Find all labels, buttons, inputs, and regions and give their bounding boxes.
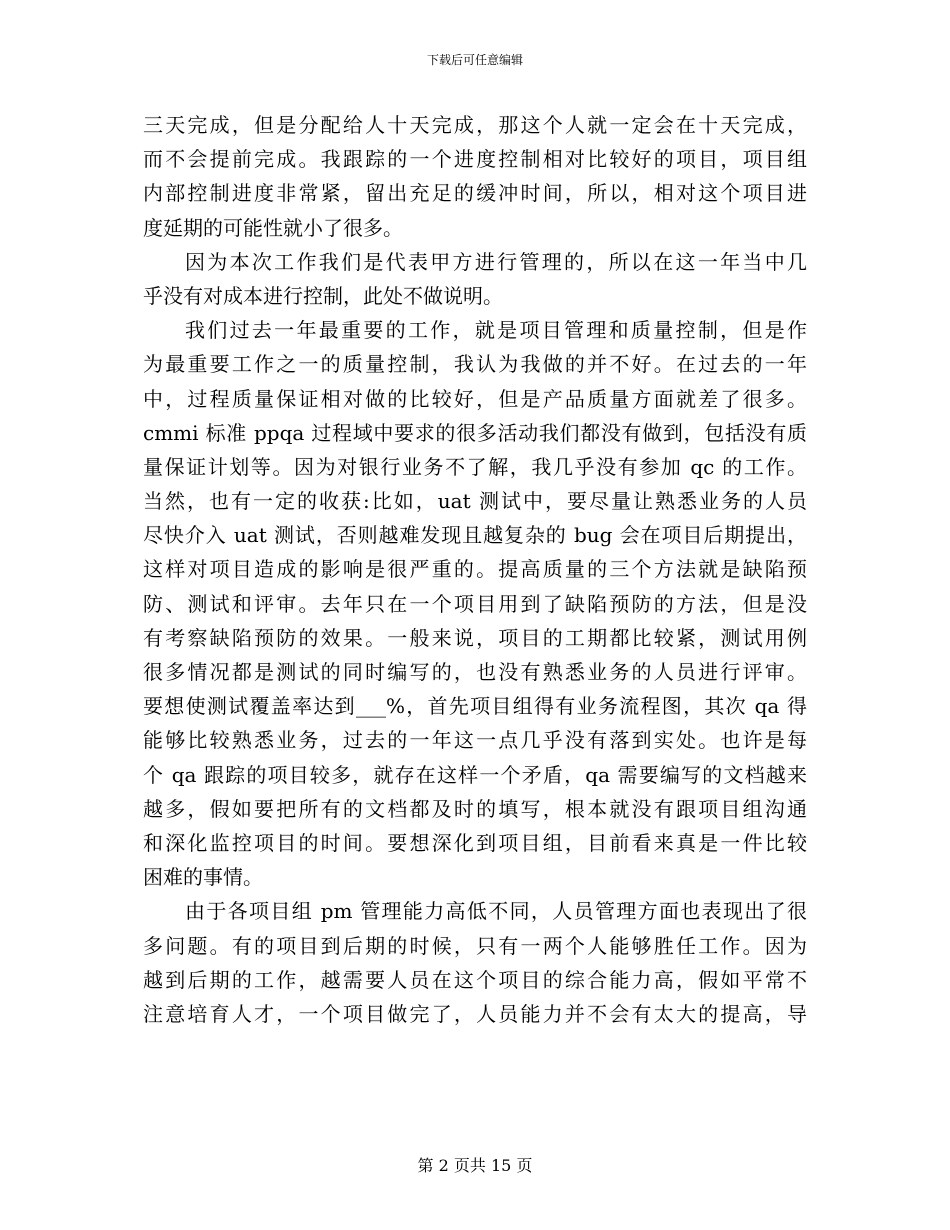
text-line: 因为本次工作我们是代表甲方进行管理的，所以在这一年当中几	[185, 249, 807, 274]
text-line: 我们过去一年最重要的工作，就是项目管理和质量控制，但是作	[185, 318, 807, 343]
page-header: 下载后可任意编辑	[426, 53, 523, 67]
text-line: 为最重要工作之一的质量控制，我认为我做的并不好。在过去的一年	[143, 352, 807, 377]
text-line: 能够比较熟悉业务，过去的一年这一点几乎没有落到实处。也许是每	[143, 728, 807, 753]
paragraph-3	[143, 313, 807, 894]
paragraph-1	[143, 108, 807, 245]
text-line: 乎没有对成本进行控制，此处不做说明。	[143, 283, 503, 308]
text-line: 这样对项目造成的影响是很严重的。提高质量的三个方法就是缺陷预	[143, 557, 807, 582]
text-line: 量保证计划等。因为对银行业务不了解，我几乎没有参加 qc 的工作。	[143, 454, 807, 479]
text-line: 越多，假如要把所有的文档都及时的填写，根本就没有跟项目组沟通	[143, 796, 807, 821]
paragraph-2	[143, 245, 807, 313]
text-line: 困难的事情。	[143, 865, 263, 890]
text-line: 越到后期的工作，越需要人员在这个项目的综合能力高，假如平常不	[143, 967, 807, 992]
document-body	[143, 108, 807, 1031]
text-line: 由于各项目组 pm 管理能力高低不同，人员管理方面也表现出了很	[185, 899, 807, 924]
text-line: 中，过程质量保证相对做的比较好，但是产品质量方面就差了很多。	[143, 386, 807, 411]
text-line: 度延期的可能性就小了很多。	[143, 215, 403, 240]
text-line: 防、测试和评审。去年只在一个项目用到了缺陷预防的方法，但是没	[143, 591, 807, 616]
page-number-footer: 第 2 页共 15 页	[417, 1156, 533, 1175]
text-line: 多问题。有的项目到后期的时候，只有一两个人能够胜任工作。因为	[143, 933, 807, 958]
text-line: 要想使测试覆盖率达到___%，首先项目组得有业务流程图，其次 qa 得	[143, 694, 807, 719]
text-line: 内部控制进度非常紧，留出充足的缓冲时间，所以，相对这个项目进	[143, 181, 807, 206]
text-line: 很多情况都是测试的同时编写的，也没有熟悉业务的人员进行评审。	[143, 660, 807, 684]
text-line: 而不会提前完成。我跟踪的一个进度控制相对比较好的项目，项目组	[143, 147, 807, 172]
paragraph-4	[143, 894, 807, 1031]
text-line: 有考察缺陷预防的效果。一般来说，项目的工期都比较紧，测试用例	[143, 625, 807, 650]
text-line: 当然，也有一定的收获:比如，uat 测试中，要尽量让熟悉业务的人员	[143, 489, 807, 514]
text-line: cmmi 标准 ppqa 过程域中要求的很多活动我们都没有做到，包括没有质	[143, 420, 807, 445]
text-line: 和深化监控项目的时间。要想深化到项目组，目前看来真是一件比较	[143, 830, 807, 855]
text-line: 尽快介入 uat 测试，否则越难发现且越复杂的 bug 会在项目后期提出，	[143, 523, 807, 548]
text-line: 个 qa 跟踪的项目较多，就存在这样一个矛盾，qa 需要编写的文档越来	[143, 762, 807, 787]
text-line: 注意培育人才，一个项目做完了，人员能力并不会有太大的提高，导	[143, 1001, 807, 1026]
text-line: 三天完成，但是分配给人十天完成，那这个人就一定会在十天完成，	[143, 113, 807, 137]
